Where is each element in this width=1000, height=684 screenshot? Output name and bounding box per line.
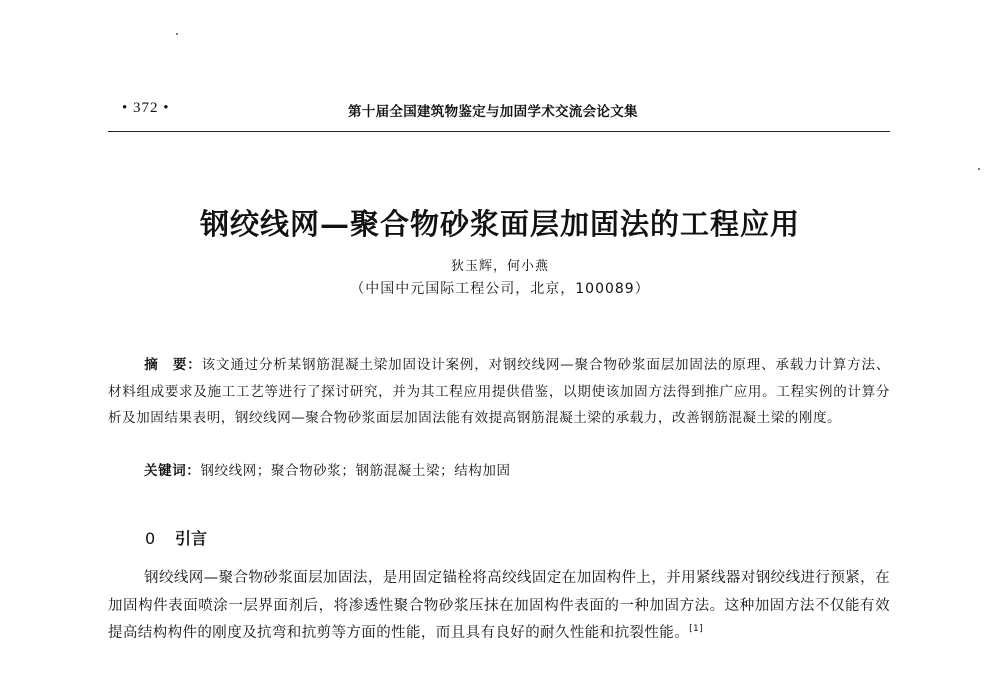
header-rule bbox=[108, 131, 890, 132]
citation-marker: [1] bbox=[689, 624, 704, 635]
section-number: 0 bbox=[145, 529, 156, 548]
section-title: 引言 bbox=[175, 529, 208, 548]
page-number: • 372 • bbox=[122, 100, 170, 116]
proceedings-title: 第十届全国建筑物鉴定与加固学术交流会论文集 bbox=[348, 104, 638, 120]
section-heading bbox=[145, 526, 207, 549]
body-paragraph-text: 钢绞线网—聚合物砂浆面层加固法，是用固定锚栓将高绞线固定在加固构件上，并用紧线器对钢绞线进行预紧，在加固构件表面喷涂一层界面剂后，将渗透性聚合物砂浆压抹在加固构件表面的一种加固方法。这种加固方法不仅能有效提高结构构件的刚度及抗弯和抗剪等方面的性能，而且具有良好的耐久性能和抗裂性能。 bbox=[108, 570, 890, 641]
abstract-label: 摘 要： bbox=[144, 357, 202, 373]
scan-speck bbox=[978, 168, 980, 170]
paper-title: 钢绞线网—聚合物砂浆面层加固法的工程应用 bbox=[199, 207, 800, 241]
abstract bbox=[108, 352, 890, 432]
affiliation: （中国中元国际工程公司，北京，100089） bbox=[350, 281, 650, 297]
abstract-text: 该文通过分析某钢筋混凝土梁加固设计案例，对钢绞线网—聚合物砂浆面层加固法的原理、承载力计算方法、材料组成要求及施工工艺等进行了探讨研究，并为其工程应用提供借鉴，以期使该加固方法得到推广应用。工程实例的计算分析及加固结果表明，钢绞线网—聚合物砂浆面层加固法能有效提高钢筋混凝土梁的承载力，改善钢筋混凝土梁的刚度。 bbox=[108, 357, 890, 426]
running-header bbox=[108, 100, 890, 130]
keywords-text: 钢绞线网；聚合物砂浆；钢筋混凝土梁；结构加固 bbox=[200, 463, 511, 479]
body-paragraph bbox=[108, 565, 890, 648]
scan-speck bbox=[176, 33, 178, 35]
keywords bbox=[144, 458, 890, 484]
authors: 狄玉辉，何小燕 bbox=[450, 259, 549, 274]
keywords-label: 关键词： bbox=[144, 463, 201, 479]
